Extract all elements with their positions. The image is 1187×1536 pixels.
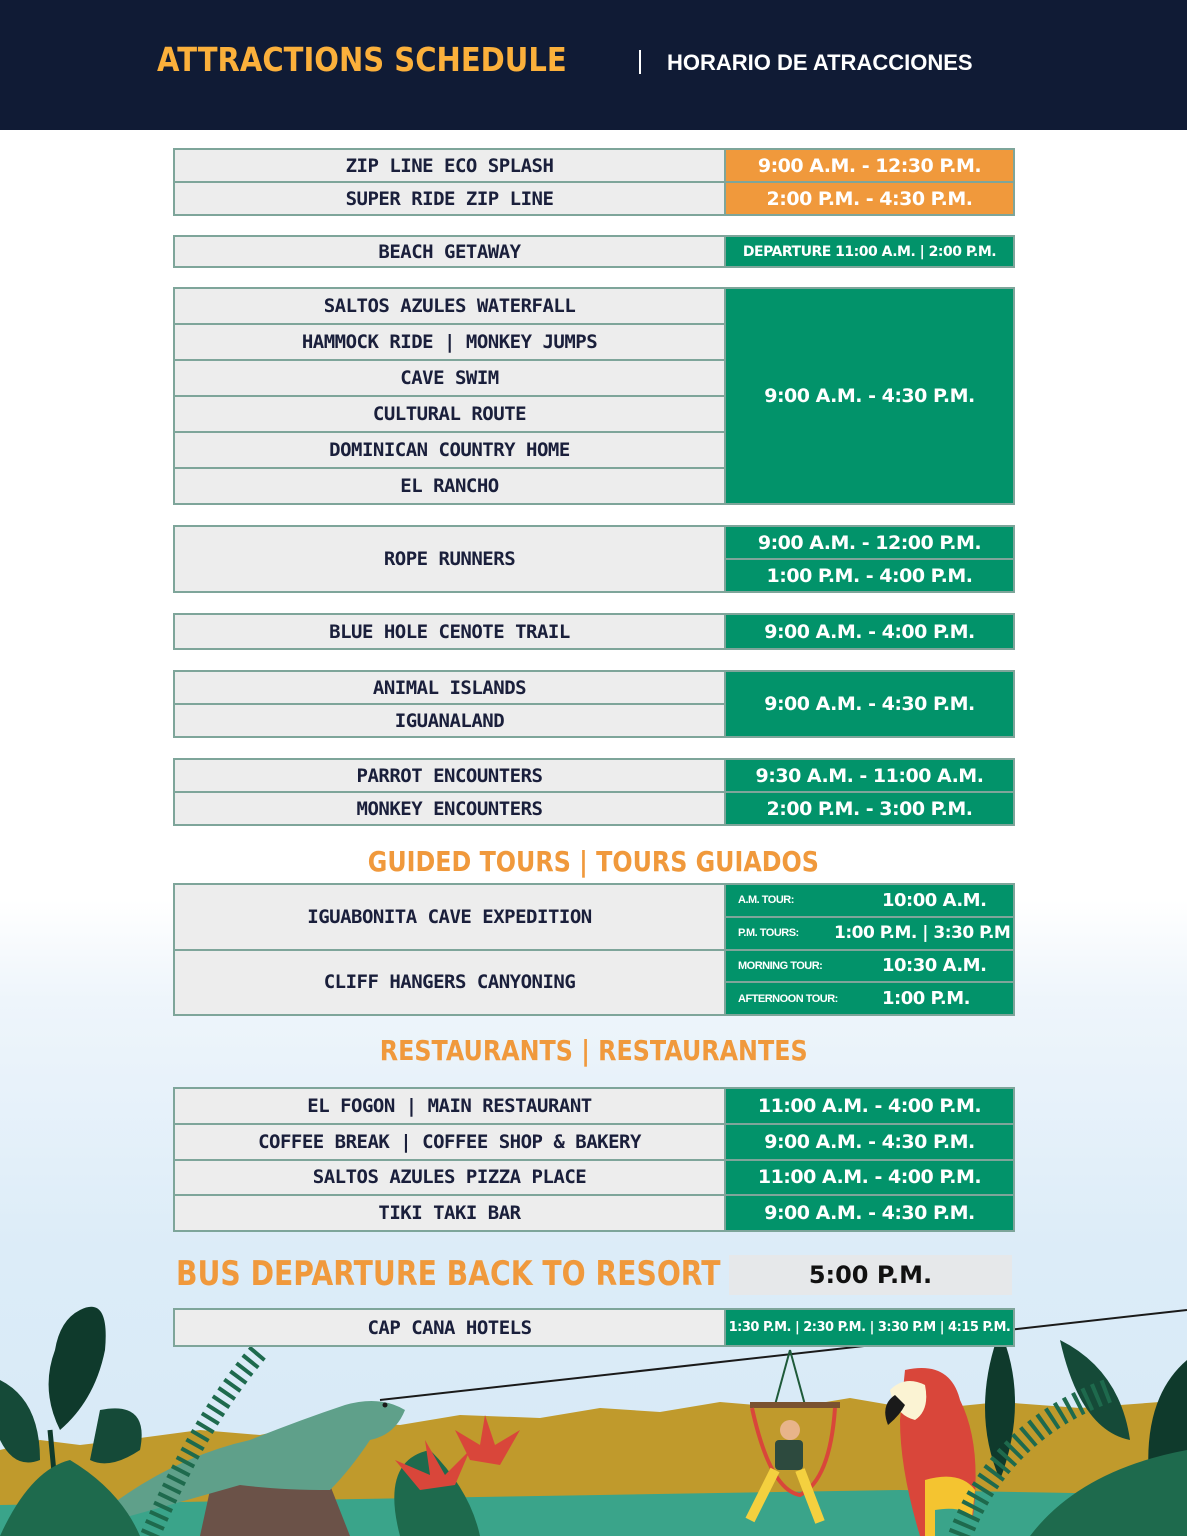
attraction-name: BLUE HOLE CENOTE TRAIL	[175, 615, 724, 648]
tour-row	[175, 949, 1013, 1015]
guided-tours-heading: GUIDED TOURS | TOURS GUIADOS	[367, 845, 820, 878]
beach-table	[173, 235, 1015, 268]
tour-slot-label: P.M. TOURS:	[738, 927, 799, 940]
restaurant-name: COFFEE BREAK | COFFEE SHOP & BAKERY	[175, 1123, 724, 1159]
tour-name: IGUABONITA CAVE EXPEDITION	[175, 885, 724, 949]
bus-departure-time: 5:00 P.M.	[729, 1255, 1012, 1295]
attraction-name: CULTURAL ROUTE	[175, 395, 724, 431]
attraction-name: BEACH GETAWAY	[175, 237, 724, 266]
rope-runners-table	[173, 525, 1015, 593]
attraction-time: 2:00 P.M. - 3:00 P.M.	[726, 791, 1013, 824]
attraction-time: 9:00 A.M. - 12:30 P.M.	[726, 150, 1013, 181]
attraction-name: SALTOS AZULES WATERFALL	[175, 289, 724, 323]
blue-hole-table	[173, 613, 1015, 650]
attraction-time: DEPARTURE 11:00 A.M. | 2:00 P.M.	[726, 237, 1013, 266]
animals-table	[173, 670, 1015, 738]
attraction-name: ANIMAL ISLANDS	[175, 672, 724, 703]
attraction-name: IGUANALAND	[175, 703, 724, 736]
page-subtitle: HORARIO DE ATRACCIONES	[667, 50, 973, 75]
attraction-time: 9:00 A.M. - 4:00 P.M.	[726, 615, 1013, 648]
attraction-name: HAMMOCK RIDE | MONKEY JUMPS	[175, 323, 724, 359]
restaurant-time: 9:00 A.M. - 4:30 P.M.	[726, 1194, 1013, 1230]
tour-slot-label: AFTERNOON TOUR:	[738, 992, 838, 1005]
attraction-time: 1:00 P.M. - 4:00 P.M.	[726, 558, 1013, 591]
cap-cana-table	[173, 1308, 1015, 1347]
bus-departure-heading: BUS DEPARTURE BACK TO RESORT	[176, 1254, 721, 1294]
tour-slot	[726, 981, 1013, 1014]
restaurant-name: EL FOGON | MAIN RESTAURANT	[175, 1089, 724, 1123]
tour-row	[175, 885, 1013, 949]
encounters-table	[173, 758, 1015, 826]
tour-slot-time: 10:30 A.M.	[882, 955, 987, 977]
guided-tours-table	[173, 883, 1015, 1016]
attraction-time: 9:00 A.M. - 4:30 P.M.	[726, 672, 1013, 736]
hotel-name: CAP CANA HOTELS	[175, 1310, 724, 1345]
attraction-name: ZIP LINE ECO SPLASH	[175, 150, 724, 181]
attraction-time: 9:00 A.M. - 4:30 P.M.	[726, 289, 1013, 503]
hotel-bus-times: 1:30 P.M. | 2:30 P.M. | 3:30 P.M | 4:15 P.M.	[726, 1310, 1013, 1345]
attraction-time: 9:00 A.M. - 12:00 P.M.	[726, 527, 1013, 558]
attraction-name: EL RANCHO	[175, 467, 724, 503]
attraction-name: ROPE RUNNERS	[175, 527, 724, 591]
attraction-name: MONKEY ENCOUNTERS	[175, 791, 724, 824]
tour-slot-time: 1:00 P.M. | 3:30 P.M	[834, 923, 1011, 944]
zipline-table	[173, 148, 1015, 216]
tour-name: CLIFF HANGERS CANYONING	[175, 951, 724, 1015]
restaurant-name: TIKI TAKI BAR	[175, 1194, 724, 1230]
tour-slot-label: MORNING TOUR:	[738, 959, 823, 972]
page-header	[0, 0, 1187, 130]
restaurant-time: 11:00 A.M. - 4:00 P.M.	[726, 1159, 1013, 1195]
tour-slot	[726, 951, 1013, 982]
attraction-time: 2:00 P.M. - 4:30 P.M.	[726, 181, 1013, 214]
restaurants-table	[173, 1087, 1015, 1232]
tour-slot	[726, 885, 1013, 916]
restaurants-heading: RESTAURANTS | RESTAURANTES	[379, 1034, 808, 1067]
restaurant-time: 9:00 A.M. - 4:30 P.M.	[726, 1123, 1013, 1159]
attraction-name: DOMINICAN COUNTRY HOME	[175, 431, 724, 467]
title-separator	[639, 50, 641, 74]
tour-slot-time: 10:00 A.M.	[882, 889, 987, 911]
page-title: ATTRACTIONS SCHEDULE	[157, 40, 567, 79]
attraction-name: CAVE SWIM	[175, 359, 724, 395]
tour-slot-label: A.M. TOUR:	[738, 894, 794, 907]
tour-slot	[726, 916, 1013, 949]
attraction-name: SUPER RIDE ZIP LINE	[175, 181, 724, 214]
restaurant-time: 11:00 A.M. - 4:00 P.M.	[726, 1089, 1013, 1123]
tour-slot-time: 1:00 P.M.	[882, 988, 971, 1010]
attraction-time: 9:30 A.M. - 11:00 A.M.	[726, 760, 1013, 791]
restaurant-name: SALTOS AZULES PIZZA PLACE	[175, 1159, 724, 1195]
attraction-name: PARROT ENCOUNTERS	[175, 760, 724, 791]
park-attractions-table	[173, 287, 1015, 505]
